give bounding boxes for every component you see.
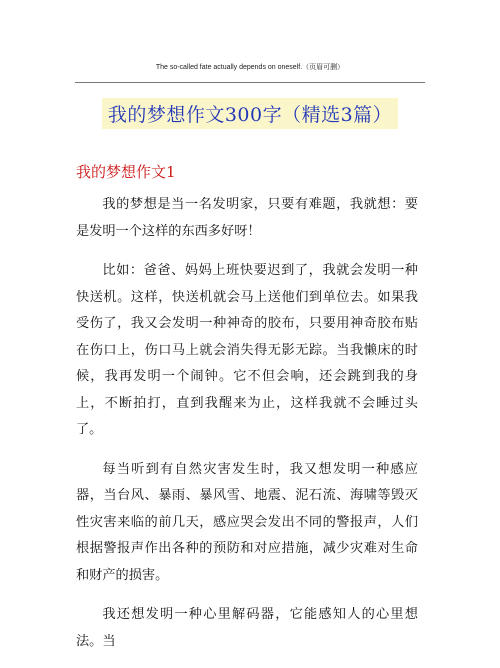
paragraph-2: 比如：爸爸、妈妈上班快要迟到了，我就会发明一种快送机。这样，快送机就会马上送他们到单位去。如果我受伤了，我又会发明一种神奇的胶布，只要用神奇胶布贴在伤口上，伤口马上就会消失得无影无踪。当我懒床的时候，我再发明一个闹钟。它不但会响，还会跳到我的身上，不断拍打，直到我醒来为止，这样我就不会睡过头了。 (76, 263, 418, 437)
section-heading: 我的梦想作文1 (76, 163, 176, 181)
title-container (0, 98, 500, 129)
paragraph-1: 我的梦想是当一名发明家，只要有难题，我就想：要是发明一个这样的东西多好呀！ (76, 197, 418, 239)
header-divider (75, 82, 425, 83)
paragraph-3: 每当听到有自然灾害发生时，我又想发明一种感应器，当台风、暴雨、暴风雪、地震、泥石流、海啸等毁灭性灾害来临的前几天，感应哭会发出不同的警报声，人们根据警报声作出各种的预防和对应措施，减少灾难对生命和财产的损害。 (76, 461, 418, 583)
article-body (76, 192, 418, 668)
page-header: The so-called fate actually depends on oneself.（页眉可删） (155, 64, 345, 71)
document-title: 我的梦想作文300字（精选3篇） (102, 98, 398, 129)
paragraph-4: 我还想发明一种心里解码器，它能感知人的心里想法。当 (76, 607, 418, 649)
